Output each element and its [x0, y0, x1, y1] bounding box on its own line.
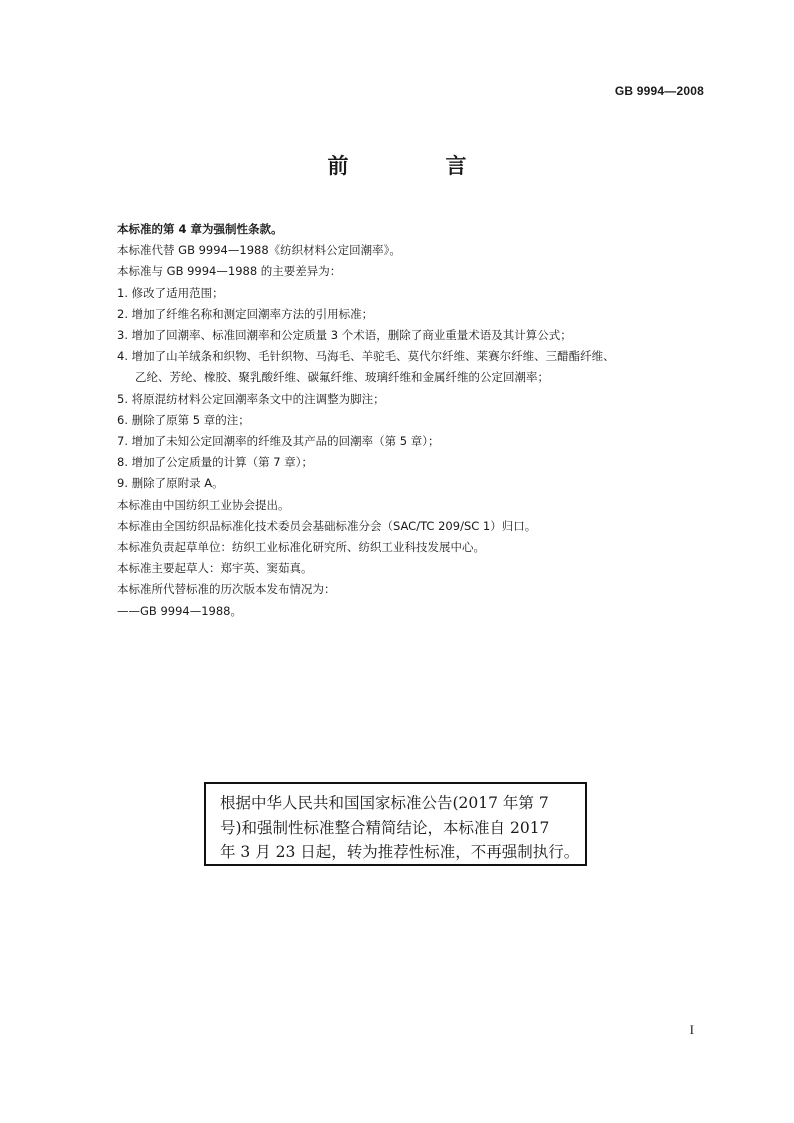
- difference-item-3: 3. 增加了回潮率、标准回潮率和公定质量 3 个术语，删除了商业重量术语及其计算公式；: [117, 328, 572, 343]
- difference-item-9: 9. 删除了原附录 A。: [117, 476, 224, 491]
- drafters-text: 本标准主要起草人：郑宇英、窦茹真。: [117, 561, 313, 576]
- differences-intro: 本标准与 GB 9994—1988 的主要差异为：: [117, 264, 342, 279]
- standard-code: GB 9994—2008: [614, 84, 704, 98]
- difference-item-4-continued: 乙纶、芳纶、橡胶、聚乳酸纤维、碳氟纤维、玻璃纤维和金属纤维的公定回潮率；: [135, 370, 549, 385]
- foreword-body: [117, 219, 717, 622]
- page-title: 前 言: [327, 154, 505, 178]
- history-intro-text: 本标准所代替标准的历次版本发布情况为：: [117, 582, 336, 597]
- difference-item-7: 7. 增加了未知公定回潮率的纤维及其产品的回潮率（第 5 章）；: [117, 434, 440, 449]
- notice-line-2: 号)和强制性标准整合精简结论，本标准自 2017: [220, 818, 550, 837]
- proposed-by-text: 本标准由中国纺织工业协会提出。: [117, 497, 290, 512]
- status-change-notice-box: [204, 782, 587, 866]
- mandatory-clause-text: 本标准的第 4 章为强制性条款。: [117, 222, 283, 236]
- page-number: I: [689, 1022, 694, 1037]
- replaces-text: 本标准代替 GB 9994—1988《纺织材料公定回潮率》。: [117, 243, 401, 258]
- difference-item-4: 4. 增加了山羊绒条和织物、毛针织物、马海毛、羊驼毛、莫代尔纤维、莱赛尔纤维、三醋酯纤维、: [117, 349, 615, 364]
- notice-line-3: 年 3 月 23 日起，转为推荐性标准，不再强制执行。: [220, 843, 580, 861]
- difference-item-8: 8. 增加了公定质量的计算（第 7 章）；: [117, 455, 314, 470]
- history-item: ——GB 9994—1988。: [117, 603, 242, 618]
- difference-item-2: 2. 增加了纤维名称和测定回潮率方法的引用标准；: [117, 306, 374, 321]
- notice-line-1: 根据中华人民共和国国家标准公告(2017 年第 7: [220, 794, 549, 812]
- difference-item-1: 1. 修改了适用范围；: [117, 285, 224, 300]
- difference-item-5: 5. 将原混纺材料公定回潮率条文中的注调整为脚注；: [117, 391, 385, 406]
- drafting-units-text: 本标准负责起草单位：纺织工业标准化研究所、纺织工业科技发展中心。: [117, 540, 485, 555]
- centralized-by-text: 本标准由全国纺织品标准化技术委员会基础标准分会（SAC/TC 209/SC 1）归口。: [117, 518, 537, 533]
- difference-item-6: 6. 删除了原第 5 章的注；: [117, 412, 250, 427]
